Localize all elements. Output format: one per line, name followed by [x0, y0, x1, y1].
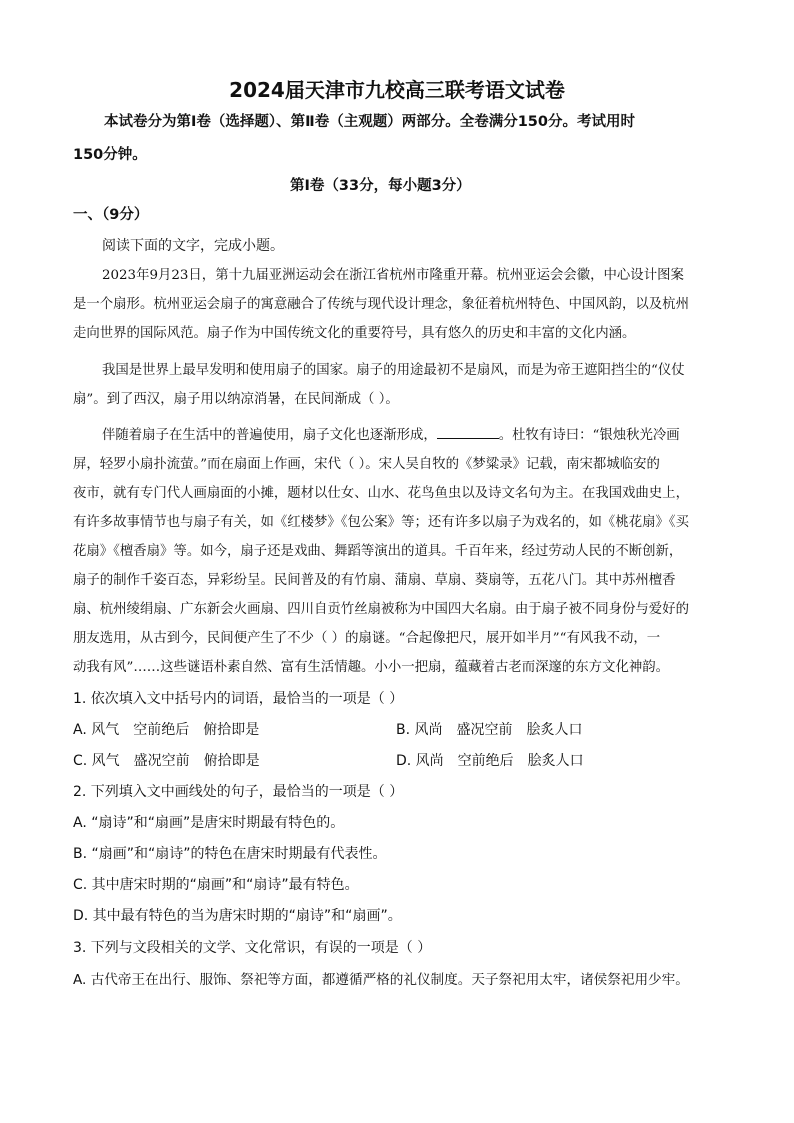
passage-line: 朋友选用，从古到今，民间便产生了不少（ ）的扇谜。“合起像把尺，展开如半月”“有风我不动，一 — [73, 631, 661, 646]
passage-line: 有许多故事情节也与扇子有关，如《红楼梦》《包公案》等；还有许多以扇子为戏名的，如《桃花扇》《买 — [73, 515, 689, 530]
part1-heading: 第Ⅰ卷（33分，每小题3分） — [290, 178, 471, 194]
passage-line: 屏，轻罗小扇扑流萤。”而在扇面上作画，宋代（ ）。宋人吴自牧的《梦粱录》记载，南宋都城临安的 — [73, 457, 660, 472]
passage-line: 走向世界的国际风范。扇子作为中国传统文化的重要符号，具有悠久的历史和丰富的文化内涵。 — [73, 326, 636, 341]
q2-option-d: D. 其中最有特色的当为唐宋时期的“扇诗”和“扇画”。 — [73, 908, 402, 924]
passage-line-with-blank — [102, 424, 680, 443]
question-3-stem: 3. 下列与文段相关的文学、文化常识，有误的一项是（ ） — [73, 940, 432, 956]
passage-line: 动我有风”……这些谜语朴素自然、富有生活情趣。小小一把扇，蕴藏着古老而深邃的东方文化神韵。 — [73, 660, 670, 675]
section1-heading: 一、（9分） — [73, 207, 149, 223]
question-1-stem: 1. 依次填入文中括号内的词语，最恰当的一项是（ ） — [73, 691, 404, 707]
q3-option-a: A. 古代帝王在出行、服饰、祭祀等方面，都遵循严格的礼仪制度。天子祭祀用太牢，诸侯祭祀用少牢。 — [73, 972, 689, 988]
passage-line: 2023年9月23日，第十九届亚洲运动会在浙江省杭州市隆重开幕。杭州亚运会会徽，中心设计图案 — [102, 268, 684, 283]
passage-line: 扇、杭州绫绢扇、广东新会火画扇、四川自贡竹丝扇被称为中国四大名扇。由于扇子被不同身份与爱好的 — [73, 602, 689, 617]
underline-blank — [437, 426, 499, 439]
passage-line: 我国是世界上最早发明和使用扇子的国家。扇子的用途最初不是扇风，而是为帝王遮阳挡尘的“仪仗 — [102, 363, 685, 378]
q2-option-b: B. “扇画”和“扇诗”的特色在唐宋时期最有代表性。 — [73, 846, 387, 862]
q2-option-c: C. 其中唐宋时期的“扇画”和“扇诗”最有特色。 — [73, 877, 359, 893]
passage-line: 花扇》《檀香扇》等。如今，扇子还是戏曲、舞蹈等演出的道具。千百年来，经过劳动人民的不断创新， — [73, 544, 683, 559]
passage-line: 夜市，就有专门代人画扇面的小摊，题材以仕女、山水、花鸟鱼虫以及诗文名句为主。在我国戏曲史上， — [73, 486, 689, 501]
exam-title: 2024届天津市九校高三联考语文试卷 — [229, 78, 565, 102]
intro-line-2: 150分钟。 — [73, 147, 147, 163]
q1-option-c: C. 风气 盛况空前 俯拾即是 — [73, 753, 260, 769]
intro-line-1: 本试卷分为第Ⅰ卷（选择题）、第Ⅱ卷（主观题）两部分。全卷满分150分。考试用时 — [104, 114, 635, 130]
question-2-stem: 2. 下列填入文中画线处的句子，最恰当的一项是（ ） — [73, 784, 404, 800]
passage-text: 伴随着扇子在生活中的普遍使用，扇子文化也逐渐形成， — [102, 428, 437, 443]
reading-instruction: 阅读下面的文字，完成小题。 — [102, 238, 284, 254]
passage-line: 是一个扇形。杭州亚运会扇子的寓意融合了传统与现代设计理念，象征着杭州特色、中国风韵，以及杭州 — [73, 297, 689, 312]
q1-option-b: B. 风尚 盛况空前 脍炙人口 — [396, 722, 583, 738]
q2-option-a: A. “扇诗”和“扇画”是唐宋时期最有特色的。 — [73, 815, 345, 831]
passage-line: 扇”。到了西汉，扇子用以纳凉消暑，在民间渐成（ ）。 — [73, 392, 399, 407]
passage-line: 扇子的制作千姿百态，异彩纷呈。民间普及的有竹扇、蒲扇、草扇、葵扇等，五花八门。其中苏州檀香 — [73, 573, 676, 588]
passage-text: 。杜牧有诗曰：“银烛秋光冷画 — [498, 428, 680, 443]
q1-option-a: A. 风气 空前绝后 俯拾即是 — [73, 722, 260, 738]
q1-option-d: D. 风尚 空前绝后 脍炙人口 — [396, 753, 584, 769]
